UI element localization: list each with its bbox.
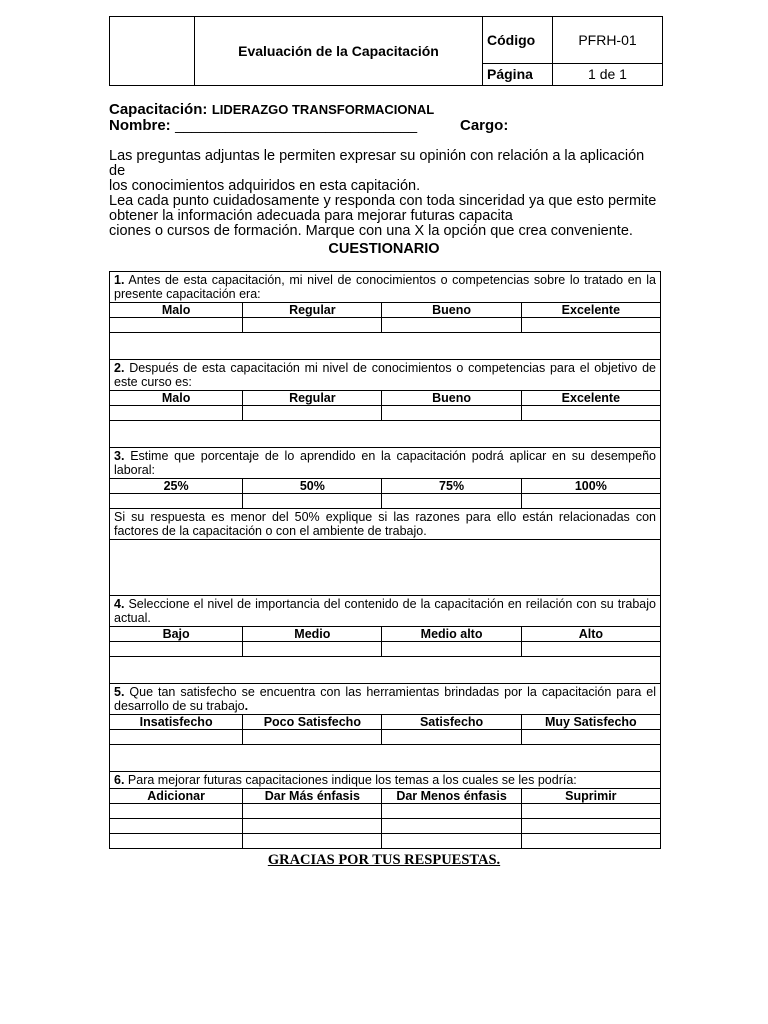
option-header: Dar Más énfasis bbox=[243, 789, 382, 804]
answer-cell[interactable] bbox=[382, 494, 521, 509]
explanation-field[interactable] bbox=[110, 540, 661, 596]
question-6: 6. Para mejorar futuras capacitaciones indique los temas a los cuales se les podría: bbox=[110, 772, 661, 789]
answer-cell[interactable] bbox=[243, 406, 382, 421]
spacer-row bbox=[110, 745, 661, 772]
cuestionario-title: CUESTIONARIO bbox=[328, 241, 440, 257]
option-header: 25% bbox=[110, 479, 243, 494]
answer-cell[interactable] bbox=[521, 730, 660, 745]
answer-cell[interactable] bbox=[110, 834, 243, 849]
intro-line: los conocimientos adquiridos en esta capitación. bbox=[109, 178, 421, 194]
answer-cell[interactable] bbox=[110, 406, 243, 421]
answer-cell[interactable] bbox=[110, 642, 243, 657]
answer-cell[interactable] bbox=[521, 834, 660, 849]
option-header: Excelente bbox=[521, 391, 660, 406]
option-header: Insatisfecho bbox=[110, 715, 243, 730]
answer-cell[interactable] bbox=[382, 804, 521, 819]
answer-cell[interactable] bbox=[243, 819, 382, 834]
questionnaire-table bbox=[109, 271, 661, 849]
nombre-label: Nombre: bbox=[109, 117, 171, 134]
option-header: Bajo bbox=[110, 627, 243, 642]
capacitacion-value: LIDERAZGO TRANSFORMACIONAL bbox=[211, 102, 435, 117]
nombre-line bbox=[109, 117, 417, 135]
option-header: Alto bbox=[521, 627, 660, 642]
option-header: Adicionar bbox=[110, 789, 243, 804]
spacer-row bbox=[110, 657, 661, 684]
pagina-label: Página bbox=[483, 63, 553, 85]
question-2: 2. Después de esta capacitación mi nivel de conocimientos o competencias para el objetivo de este curso es: bbox=[110, 360, 661, 391]
spacer-row bbox=[110, 333, 661, 360]
answer-cell[interactable] bbox=[521, 318, 660, 333]
intro-line: obtener la información adecuada para mejorar futuras capacita bbox=[109, 208, 513, 224]
cargo-label: Cargo: bbox=[460, 117, 509, 134]
option-header: Dar Menos énfasis bbox=[382, 789, 521, 804]
answer-cell[interactable] bbox=[521, 804, 660, 819]
logo-cell bbox=[110, 17, 195, 86]
answer-cell[interactable] bbox=[382, 406, 521, 421]
spacer-row bbox=[110, 421, 661, 448]
intro-line: Las preguntas adjuntas le permiten expresar su opinión con relación a la aplicación de bbox=[109, 148, 645, 179]
answer-cell[interactable] bbox=[110, 819, 243, 834]
question-3: 3. Estime que porcentaje de lo aprendido en la capacitación podrá aplicar en su desempeño laboral: bbox=[110, 448, 661, 479]
question-3-followup: Si su respuesta es menor del 50% explique si las razones para ello están relacionadas con factores de la capacitación o con el ambiente de trabajo. bbox=[110, 509, 661, 540]
codigo-label: Código bbox=[483, 17, 553, 64]
nombre-field[interactable]: _____________________________ bbox=[175, 117, 418, 134]
capacitacion-label: Capacitación: bbox=[109, 101, 208, 118]
option-header: Excelente bbox=[521, 303, 660, 318]
document-header bbox=[109, 16, 663, 86]
intro-line: Lea cada punto cuidadosamente y responda con toda sinceridad ya que esto permite bbox=[109, 193, 657, 209]
answer-cell[interactable] bbox=[243, 730, 382, 745]
answer-cell[interactable] bbox=[382, 834, 521, 849]
answer-cell[interactable] bbox=[382, 819, 521, 834]
option-header: 100% bbox=[521, 479, 660, 494]
answer-cell[interactable] bbox=[243, 804, 382, 819]
answer-cell[interactable] bbox=[243, 318, 382, 333]
option-header: Medio alto bbox=[382, 627, 521, 642]
answer-cell[interactable] bbox=[110, 730, 243, 745]
answer-cell[interactable] bbox=[243, 834, 382, 849]
option-header: Muy Satisfecho bbox=[521, 715, 660, 730]
answer-cell[interactable] bbox=[382, 642, 521, 657]
option-header: Poco Satisfecho bbox=[243, 715, 382, 730]
question-5: 5. Que tan satisfecho se encuentra con las herramientas brindadas por la capacitación para el desarrollo de su trabajo. bbox=[110, 684, 661, 715]
answer-cell[interactable] bbox=[110, 494, 243, 509]
codigo-value: PFRH-01 bbox=[553, 17, 663, 64]
option-header: 75% bbox=[382, 479, 521, 494]
intro-line: ciones o cursos de formación. Marque con una X la opción que crea conveniente. bbox=[109, 223, 633, 239]
option-header: Medio bbox=[243, 627, 382, 642]
option-header: Satisfecho bbox=[382, 715, 521, 730]
option-header: Bueno bbox=[382, 303, 521, 318]
option-header: Malo bbox=[110, 391, 243, 406]
intro-paragraph bbox=[109, 149, 663, 239]
option-header: Suprimir bbox=[521, 789, 660, 804]
thanks-message: GRACIAS POR TUS RESPUESTAS. bbox=[267, 852, 501, 868]
answer-cell[interactable] bbox=[382, 318, 521, 333]
pagina-value: 1 de 1 bbox=[553, 63, 663, 85]
answer-cell[interactable] bbox=[521, 819, 660, 834]
option-header: 50% bbox=[243, 479, 382, 494]
answer-cell[interactable] bbox=[243, 642, 382, 657]
question-1: 1. Antes de esta capacitación, mi nivel de conocimientos o competencias sobre lo tratado en la presente capacitación era: bbox=[110, 272, 661, 303]
option-header: Malo bbox=[110, 303, 243, 318]
question-4: 4. Seleccione el nivel de importancia del contenido de la capacitación en reilación con su trabajo actual. bbox=[110, 596, 661, 627]
answer-cell[interactable] bbox=[521, 642, 660, 657]
answer-cell[interactable] bbox=[110, 318, 243, 333]
answer-cell[interactable] bbox=[110, 804, 243, 819]
answer-cell[interactable] bbox=[521, 406, 660, 421]
answer-cell[interactable] bbox=[521, 494, 660, 509]
answer-cell[interactable] bbox=[382, 730, 521, 745]
document-title: Evaluación de la Capacitación bbox=[195, 17, 483, 86]
option-header: Regular bbox=[243, 391, 382, 406]
answer-cell[interactable] bbox=[243, 494, 382, 509]
option-header: Regular bbox=[243, 303, 382, 318]
option-header: Bueno bbox=[382, 391, 521, 406]
